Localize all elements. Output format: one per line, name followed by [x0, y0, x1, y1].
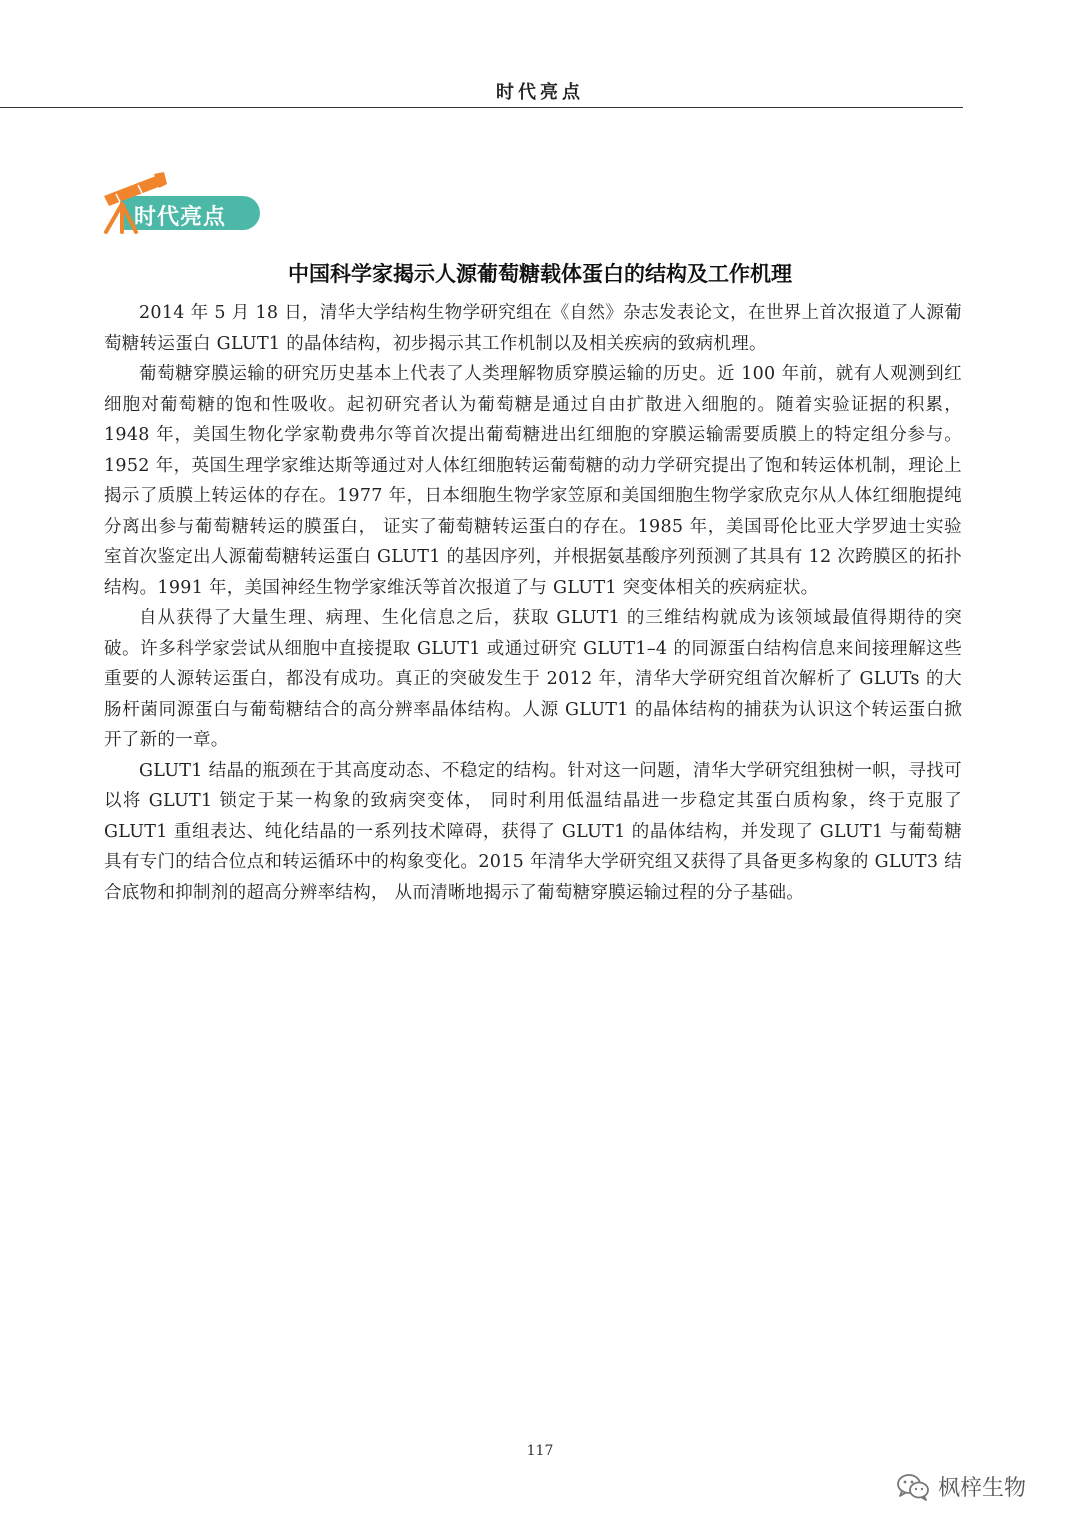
- running-header: 时代亮点: [496, 82, 584, 103]
- telescope-icon: [98, 172, 168, 234]
- paragraph: GLUT1 结晶的瓶颈在于其高度动态、不稳定的结构。针对这一问题，清华大学研究组独树一帜，寻找可以将 GLUT1 锁定于某一构象的致病突变体， 同时利用低温结晶进一步稳定其蛋白质构象，终于克服了 GLUT1 重组表达、纯化结晶的一系列技术障碍，获得了 GLUT1 的晶体结构，并发现了 GLUT1 与葡萄糖具有专门的结合位点和转运循环中的构象变化。2015 年清华大学研究组又获得了具备更多构象的 GLUT3 结合底物和抑制剂的超高分辨率结构， 从而清晰地揭示了葡萄糖穿膜运输过程的分子基础。: [104, 760, 962, 903]
- watermark: [896, 1471, 1026, 1502]
- article-body: [104, 298, 962, 908]
- wechat-icon: [896, 1473, 930, 1501]
- paragraph: 2014 年 5 月 18 日，清华大学结构生物学研究组在《自然》杂志发表论文，在世界上首次报道了人源葡萄糖转运蛋白 GLUT1 的晶体结构，初步揭示其工作机制以及相关疾病的致病机理。: [104, 303, 962, 354]
- paragraph: 葡萄糖穿膜运输的研究历史基本上代表了人类理解物质穿膜运输的历史。近 100 年前，就有人观测到红细胞对葡萄糖的饱和性吸收。起初研究者认为葡萄糖是通过自由扩散进入细胞的。随着实验证据的积累，1948 年，美国生物化学家勒费弗尔等首次提出葡萄糖进出红细胞的穿膜运输需要质膜上的特定组分参与。1952 年，英国生理学家维达斯等通过对人体红细胞转运葡萄糖的动力学研究提出了饱和转运体机制，理论上揭示了质膜上转运体的存在。1977 年，日本细胞生物学家笠原和美国细胞生物学家欣克尔从人体红细胞提纯分离出参与葡萄糖转运的膜蛋白， 证实了葡萄糖转运蛋白的存在。1985 年，美国哥伦比亚大学罗迪士实验室首次鉴定出人源葡萄糖转运蛋白 GLUT1 的基因序列，并根据氨基酸序列预测了其具有 12 次跨膜区的拓扑结构。1991 年，美国神经生物学家维沃等首次报道了与 GLUT1 突变体相关的疾病症状。: [104, 364, 962, 598]
- header-divider: [0, 107, 963, 108]
- page-number: 117: [526, 1443, 554, 1459]
- watermark-text: 枫梓生物: [938, 1476, 1027, 1501]
- badge-label: 时代亮点: [134, 205, 227, 230]
- section-badge: [98, 172, 268, 234]
- paragraph: 自从获得了大量生理、病理、生化信息之后，获取 GLUT1 的三维结构就成为该领域最值得期待的突破。许多科学家尝试从细胞中直接提取 GLUT1 或通过研究 GLUT1–4 的同源蛋白结构信息来间接理解这些重要的人源转运蛋白，都没有成功。真正的突破发生于 2012 年，清华大学研究组首次解析了 GLUTs 的大肠杆菌同源蛋白与葡萄糖结合的高分辨率晶体结构。人源 GLUT1 的晶体结构的捕获为认识这个转运蛋白掀开了新的一章。: [104, 608, 962, 750]
- article-title: 中国科学家揭示人源葡萄糖载体蛋白的结构及工作机理: [288, 262, 792, 286]
